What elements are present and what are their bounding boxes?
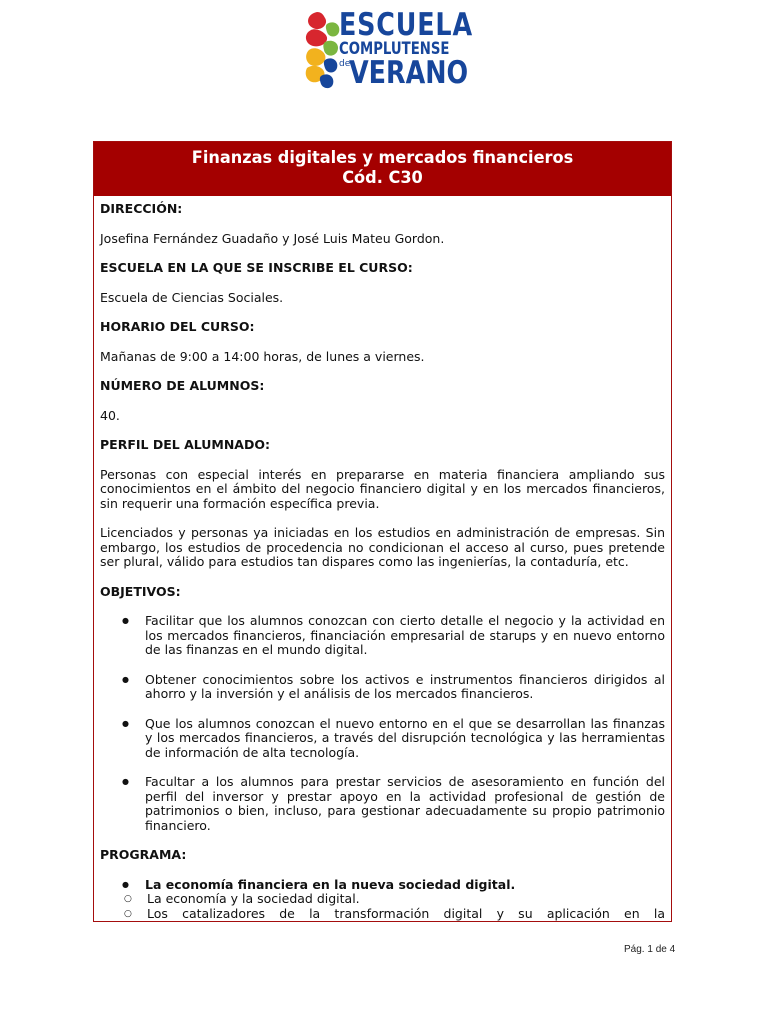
programa-item: ● La economía financiera en la nueva sociedad digital. xyxy=(100,878,665,893)
objetivo-item: ● Facilitar que los alumnos conozcan con cierto detalle el negocio y la actividad en los mercados financieros, financiación empresarial de starups y en nuevo entorno de las finanzas en el mundo digital. xyxy=(100,614,665,658)
logo-line-verano: VERANO xyxy=(349,55,469,91)
objetivos-label: OBJETIVOS: xyxy=(100,583,181,599)
logo-leaf-icon xyxy=(303,10,343,90)
programa-subitem: ○ Los catalizadores de la transformación digital y su aplicación en la xyxy=(100,907,665,922)
course-content xyxy=(94,196,671,921)
perfil-label: PERFIL DEL ALUMNADO: xyxy=(100,437,270,452)
page-number: Pág. 1 de 4 xyxy=(624,944,676,955)
objetivo-item: ● Que los alumnos conozcan el nuevo entorno en el que se desarrollan las finanzas y los mercados financieros, a través del disrupción tecnológica y las herramientas de información de alta tecnología. xyxy=(100,717,665,761)
course-info-box xyxy=(93,141,672,922)
course-title: Finanzas digitales y mercados financieros xyxy=(191,148,574,168)
logo-line-complutense: COMPLUTENSE xyxy=(339,39,450,59)
logo-line-de: de xyxy=(339,59,351,69)
objetivo-item: ● Facultar a los alumnos para prestar servicios de asesoramiento en función del perfil del inversor y prestar apoyo en la actividad profesional de gestión de patrimonios o bien, incluso, para gestionar adecuadamente su propio patrimonio financiero. xyxy=(100,775,665,833)
horario-value: Mañanas de 9:00 a 14:00 horas, de lunes a viernes. xyxy=(100,348,425,364)
direccion-label: DIRECCIÓN: xyxy=(100,201,183,216)
programa-label: PROGRAMA: xyxy=(100,847,187,862)
perfil-paragraph-2: Licenciados y personas ya iniciadas en los estudios en administración de empresas. Sin embargo, los estudios de procedencia no condicionan el acceso al curso, pues pretende ser plural, válido para estudios tan dispares como las ingenierías, la contaduría, etc. xyxy=(100,525,665,569)
course-header xyxy=(94,142,671,196)
objetivos-list xyxy=(100,614,665,833)
objetivo-item: ● Obtener conocimientos sobre los activos e instrumentos financieros dirigidos al ahorro y la inversión y el análisis de los mercados financieros. xyxy=(100,673,665,702)
programa-list xyxy=(100,878,665,893)
alumnos-value: 40. xyxy=(100,407,120,423)
escuela-value: Escuela de Ciencias Sociales. xyxy=(100,289,284,305)
direccion-value: Josefina Fernández Guadaño y José Luis Mateu Gordon. xyxy=(100,230,445,246)
course-code: Cód. C30 xyxy=(342,168,423,188)
perfil-paragraph-1: Personas con especial interés en prepararse en materia financiera ampliando sus conocimientos en el ámbito del negocio financiero digital y en los mercados financieros, sin requerir una formación específica previa. xyxy=(100,466,665,511)
horario-label: HORARIO DEL CURSO: xyxy=(100,319,255,334)
programa-sublist xyxy=(100,892,665,921)
logo-line-escuela: ESCUELA xyxy=(339,7,473,43)
escuela-label: ESCUELA EN LA QUE SE INSCRIBE EL CURSO: xyxy=(100,260,413,275)
programa-subitem: ○ La economía y la sociedad digital. xyxy=(100,892,665,907)
logo-wordmark xyxy=(339,7,502,91)
alumnos-label: NÚMERO DE ALUMNOS: xyxy=(100,378,265,393)
escuela-complutense-logo xyxy=(303,8,473,90)
